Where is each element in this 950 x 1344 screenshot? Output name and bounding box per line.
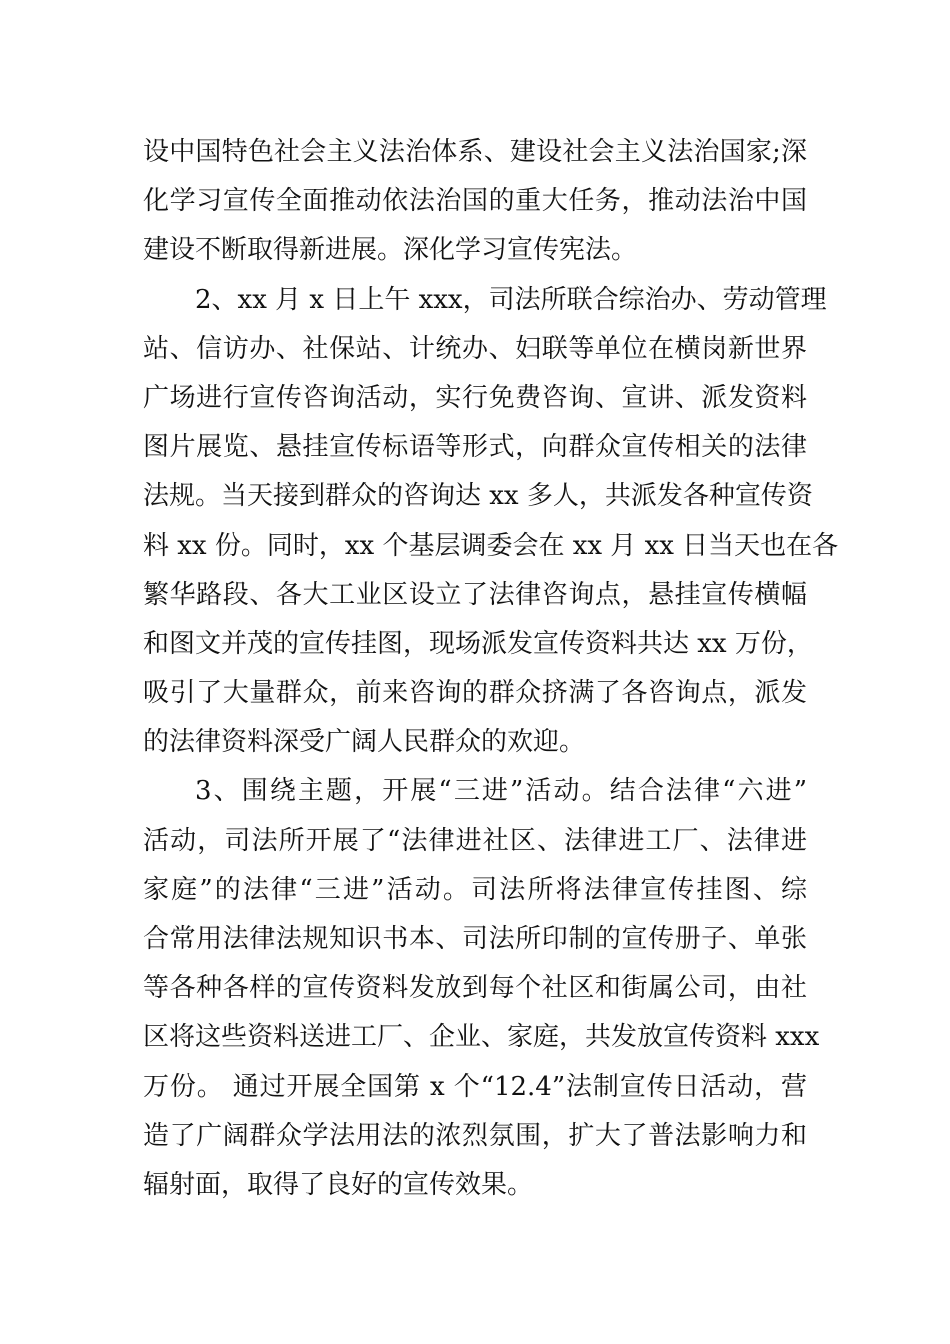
text-line: 料 xx 份。同时，xx 个基层调委会在 xx 月 xx 日当天也在各: [143, 530, 839, 561]
text-line: 等各种各样的宣传资料发放到每个社区和街属公司，由社: [143, 973, 807, 1004]
text-line: 法规。当天接到群众的咨询达 xx 多人，共派发各种宣传资: [143, 481, 813, 512]
text-line: 万份。 通过开展全国第 x 个“12.4”法制宣传日活动，营: [143, 1071, 807, 1102]
text-line: 繁华路段、各大工业区设立了法律咨询点，悬挂宣传横幅: [143, 579, 807, 610]
document-body: [143, 128, 839, 1210]
text-line: 和图文并茂的宣传挂图，现场派发宣传资料共达 xx 万份，: [143, 628, 813, 659]
text-line: 图片展览、悬挂宣传标语等形式，向群众宣传相关的法律: [143, 432, 807, 463]
text-line: 的法律资料深受广阔人民群众的欢迎。: [143, 727, 586, 758]
text-line: 广场进行宣传咨询活动，实行免费咨询、宣讲、派发资料: [143, 382, 807, 413]
text-line: 化学习宣传全面推动依法治国的重大任务，推动法治中国: [143, 186, 807, 217]
text-line: 设中国特色社会主义法治体系、建设社会主义法治国家;深: [143, 137, 807, 167]
text-line: 合常用法律法规知识书本、司法所印制的宣传册子、单张: [143, 924, 807, 954]
text-line: 站、信访办、社保站、计统办、妇联等单位在横岗新世界: [143, 333, 807, 364]
text-line: 吸引了大量群众，前来咨询的群众挤满了各咨询点，派发: [143, 678, 807, 709]
paragraph-2: [143, 276, 839, 768]
paragraph-1: [143, 128, 807, 276]
text-line: 造了广阔群众学法用法的浓烈氛围，扩大了普法影响力和: [143, 1120, 807, 1151]
text-line: 区将这些资料送进工厂、企业、家庭，共发放宣传资料 xxx: [143, 1022, 820, 1053]
text-line: 辐射面，取得了良好的宣传效果。: [143, 1169, 534, 1200]
text-line: 3、围绕主题，开展“三进”活动。结合法律“六进”: [195, 776, 807, 807]
text-line: 活动，司法所开展了“法律进社区、法律进工厂、法律进: [143, 825, 807, 856]
text-line: 家庭”的法律“三进”活动。司法所将法律宣传挂图、综: [143, 874, 807, 905]
paragraph-3: [143, 767, 820, 1210]
text-line: 建设不断取得新进展。深化学习宣传宪法。: [143, 235, 638, 266]
text-line: 2、xx 月 x 日上午 xxx，司法所联合综治办、劳动管理: [195, 284, 827, 315]
